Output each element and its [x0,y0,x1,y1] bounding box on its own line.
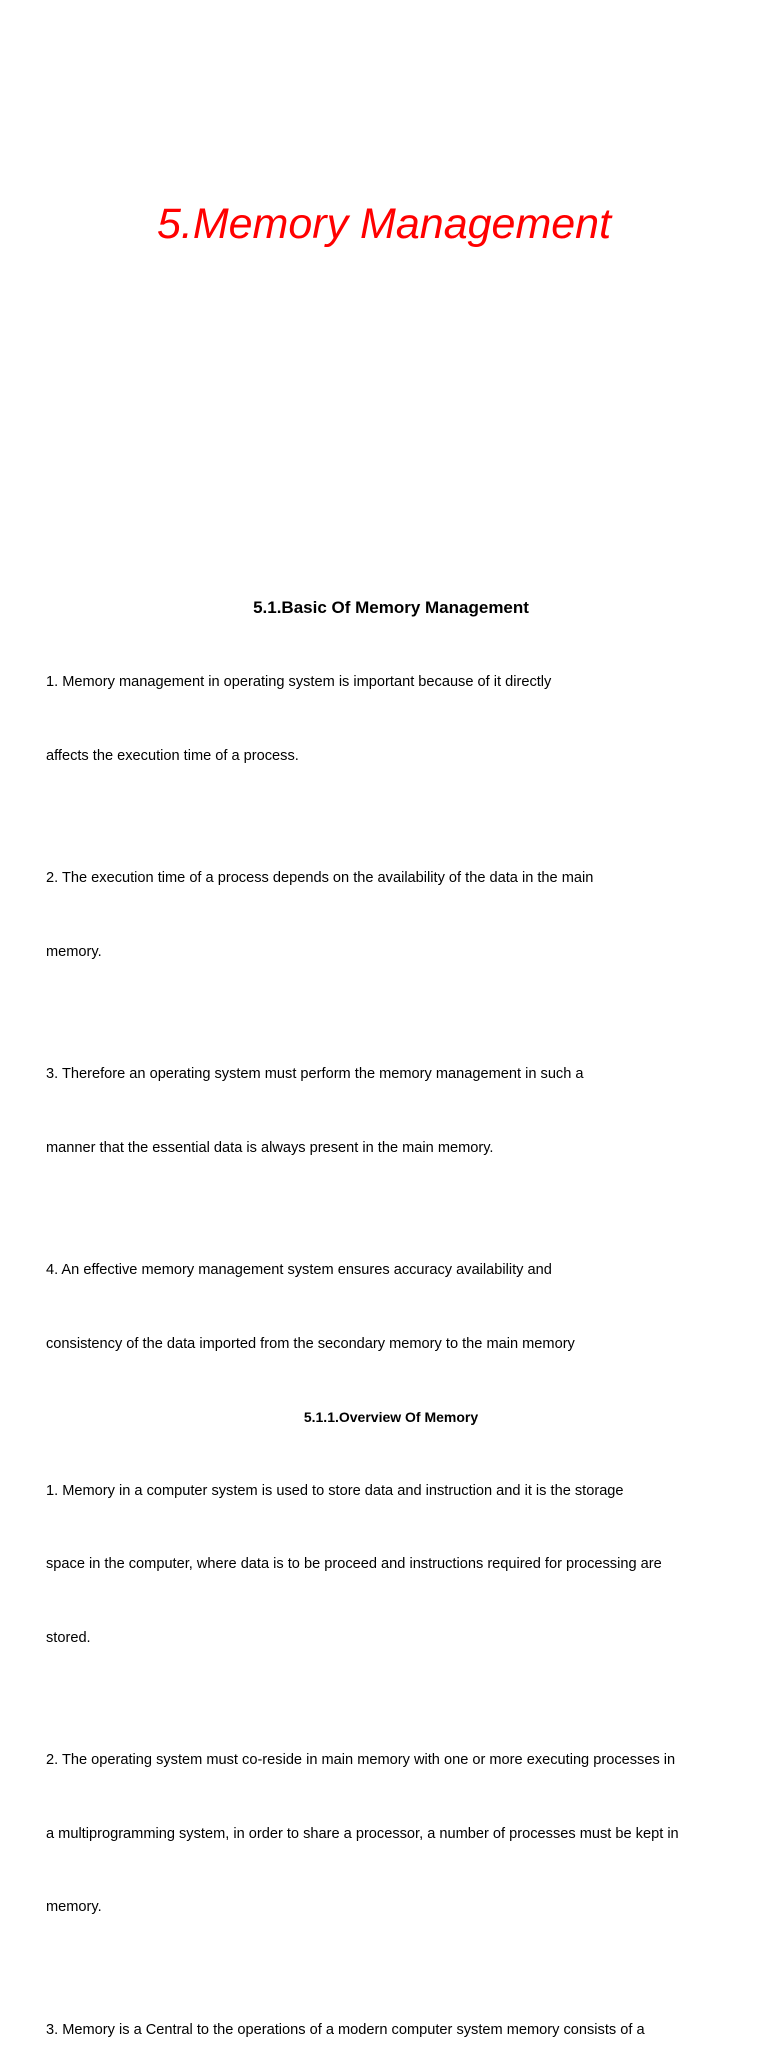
subsection-point-1 [46,1430,736,1700]
section-point-2 [46,817,736,1013]
text-line: space in the computer, where data is to be proceed and instructions required for processing are [46,1552,736,1577]
page-title: 5.Memory Management [0,196,768,252]
text-line: consistency of the data imported from the secondary memory to the main memory [46,1332,736,1357]
subsection-heading: 5.1.1.Overview Of Memory [46,1405,736,1430]
text-line: memory. [46,1895,736,1920]
text-line: 2. The operating system must co-reside in main memory with one or more executing processes in [46,1748,736,1773]
text-line: a multiprogramming system, in order to share a processor, a number of processes must be kept in [46,1822,736,1847]
text-line: manner that the essential data is always present in the main memory. [46,1136,736,1161]
text-line: stored. [46,1626,736,1651]
text-line: 3. Memory is a Central to the operations of a modern computer system memory consists of a [46,2018,736,2043]
text-line: 1. Memory in a computer system is used to store data and instruction and it is the storage [46,1479,736,1504]
subsection-point-3 [46,1969,736,2048]
text-line: 2. The execution time of a process depends on the availability of the data in the main [46,866,736,891]
section-point-4 [46,1209,736,1405]
section-point-3 [46,1013,736,1209]
text-line: 1. Memory management in operating system is important because of it directly [46,670,736,695]
text-line: affects the execution time of a process. [46,744,736,769]
subsection-point-2 [46,1699,736,1969]
document-body [46,595,736,2048]
section-heading: 5.1.Basic Of Memory Management [46,595,736,621]
text-line: memory. [46,940,736,965]
section-point-1 [46,621,736,817]
text-line: 4. An effective memory management system ensures accuracy availability and [46,1258,736,1283]
text-line: 3. Therefore an operating system must perform the memory management in such a [46,1062,736,1087]
